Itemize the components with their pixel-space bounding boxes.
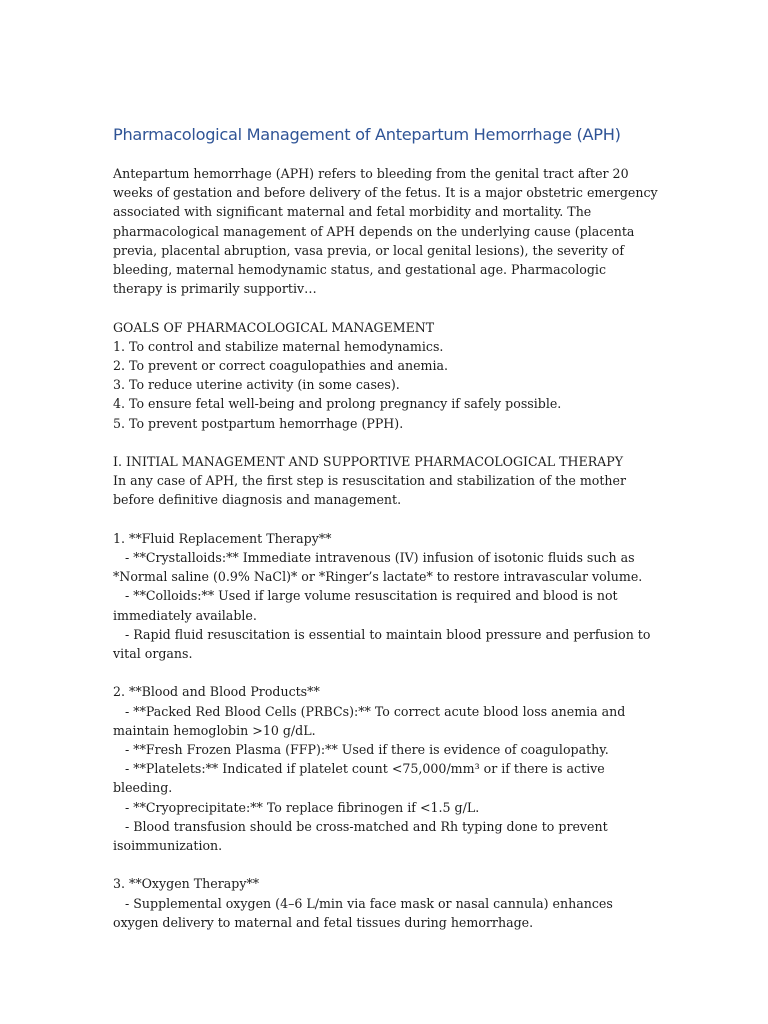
intro-paragraph: Antepartum hemorrhage (APH) refers to bleeding from the genital tract after 20 weeks of gestation and before delivery of the fetus. It is a major obstetric emergency associated with significant maternal and fetal morbidity and mortality. The pharmacological management of APH depends on the underlying cause (placenta previa, placental abruption, vasa previa, or local genital lesions), the severity of bleeding, maternal hemodynamic status, and gestational age. Pharmacologic therapy is primarily supportiv… — [113, 166, 662, 297]
fluid-item: - **Colloids:** Used if large volume resuscitation is required and blood is not immediately available. — [113, 588, 622, 623]
document-content — [113, 124, 662, 932]
oxygen-heading: 3. **Oxygen Therapy** — [113, 876, 260, 892]
blood-item: - **Packed Red Blood Cells (PRBCs):** To correct acute blood loss anemia and maintain hemoglobin >10 g/dL. — [113, 703, 630, 738]
fluid-item: - Rapid fluid resuscitation is essential to maintain blood pressure and perfusion to vital organs. — [113, 626, 655, 662]
goal-item: 3. To reduce uterine activity (in some cases). — [113, 377, 400, 393]
fluid-heading: 1. **Fluid Replacement Therapy** — [113, 530, 332, 546]
paragraph-gap — [113, 510, 658, 529]
blood-item: - Blood transfusion should be cross-matched and Rh typing done to prevent isoimmunization. — [113, 818, 612, 854]
blood-item: - **Platelets:** Indicated if platelet count <75,000/mm³ or if there is active bleeding. — [113, 761, 609, 796]
goal-item: 1. To control and stabilize maternal hemodynamics. — [113, 338, 444, 354]
goal-item: 5. To prevent postpartum hemorrhage (PPH). — [113, 415, 404, 431]
blood-heading: 2. **Blood and Blood Products** — [113, 684, 320, 700]
goal-item: 2. To prevent or correct coagulopathies and anemia. — [113, 358, 449, 374]
paragraph-gap — [113, 298, 658, 317]
section-paragraph: In any case of APH, the first step is resuscitation and stabilization of the mother before definitive diagnosis and management. — [113, 473, 631, 508]
blood-item: - **Cryoprecipitate:** To replace fibrinogen if <1.5 g/L. — [113, 799, 480, 815]
blood-item: - **Fresh Frozen Plasma (FFP):** Used if there is evidence of coagulopathy. — [113, 742, 609, 758]
document-title: Pharmacological Management of Antepartum Hemorrhage (APH) — [113, 125, 621, 144]
paragraph-gap — [113, 663, 658, 682]
goals-heading: GOALS OF PHARMACOLOGICAL MANAGEMENT — [113, 319, 435, 335]
goal-item: 4. To ensure fetal well-being and prolong pregnancy if safely possible. — [113, 396, 562, 412]
paragraph-gap — [113, 433, 658, 452]
oxygen-item: - Supplemental oxygen (4–6 L/min via face mask or nasal cannula) enhances oxygen delivery to maternal and fetal tissues during hemorrhage. — [113, 895, 617, 930]
section-heading: I. INITIAL MANAGEMENT AND SUPPORTIVE PHARMACOLOGICAL THERAPY — [113, 454, 624, 470]
paragraph-gap — [113, 855, 658, 874]
fluid-item: - **Crystalloids:** Immediate intravenous (IV) infusion of isotonic fluids such as *Normal saline (0.9% NaCl)* or *Ringer’s lactate* to restore intravascular volume. — [113, 550, 643, 585]
